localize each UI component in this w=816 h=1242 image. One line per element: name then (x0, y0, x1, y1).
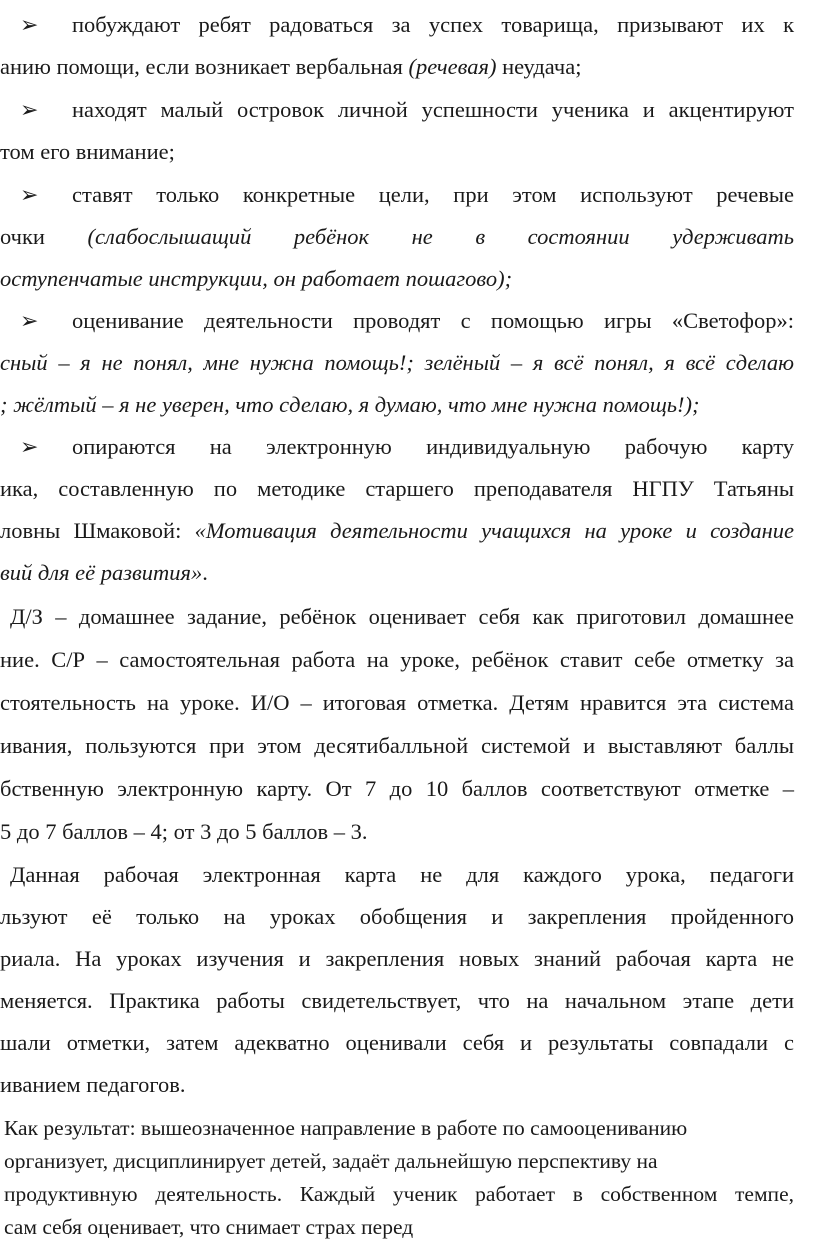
text: анию помощи, если возникает вербальная (0, 54, 409, 79)
text: побуждают ребят радоваться за успех товарища, призывают их к (72, 12, 794, 37)
text-line: ние. С/Р – самостоятельная работа на уроке, ребёнок ставит себе отметку за (0, 647, 794, 672)
text-line (72, 180, 794, 210)
arrowhead-bullet-icon: ➢ (20, 308, 39, 333)
text-line: Как результат: вышеозначенное направление в работе по самооцениванию (4, 1116, 688, 1140)
text-line (0, 390, 700, 420)
text-line (0, 264, 512, 294)
text-line: льзуют её только на уроках обобщения и закрепления пройденного (0, 904, 794, 929)
italic-text: «Мотивация деятельности учащихся на уроке и создание (194, 518, 794, 543)
italic-text: (слабослышащий ребёнок не в состоянии удерживать (87, 224, 794, 249)
text-line: иванием педагогов. (0, 1072, 186, 1097)
text-line (0, 516, 794, 546)
text-line (0, 558, 208, 588)
text-line: продуктивную деятельность. Каждый ученик работает в собственном темпе, (4, 1182, 794, 1206)
italic-text: (речевая) (408, 54, 497, 79)
text: оценивание деятельности проводят с помощью игры «Светофор»: (72, 308, 794, 333)
text-line: 5 до 7 баллов – 4; от 3 до 5 баллов – 3. (0, 819, 368, 844)
text: неудача; (496, 54, 582, 79)
text: ика, составленную по методике старшего преподавателя НГПУ Татьяны (0, 476, 794, 501)
text-line: сам себя оценивает, что снимает страх перед (4, 1215, 414, 1239)
italic-text: оступенчатые инструкции, он работает пошагово); (0, 266, 513, 291)
text-line (0, 474, 794, 504)
text-line (0, 52, 581, 82)
text-line (72, 306, 794, 336)
text-line: Д/З – домашнее задание, ребёнок оценивает себя как приготовил домашнее (10, 604, 794, 629)
text-line (72, 432, 794, 462)
text: находят малый островок личной успешности ученика и акцентируют (72, 97, 794, 122)
text: очки (0, 224, 88, 249)
text: опираются на электронную индивидуальную рабочую карту (72, 434, 794, 459)
text-line (0, 137, 175, 167)
italic-text: ; жёлтый – я не уверен, что сделаю, я думаю, что мне нужна помощь!); (0, 392, 700, 417)
italic-text: вий для её развития» (0, 560, 203, 585)
italic-text: сный – я не понял, мне нужна помощь!; зелёный – я всё понял, я всё сделаю (0, 350, 794, 375)
text-line: шали отметки, затем адекватно оценивали себя и результаты совпадали с (0, 1030, 794, 1055)
arrowhead-bullet-icon: ➢ (20, 182, 39, 207)
text-line (0, 348, 794, 378)
arrowhead-bullet-icon: ➢ (20, 434, 39, 459)
text-line: меняется. Практика работы свидетельствует, что на начальном этапе дети (0, 988, 794, 1013)
text-line: организует, дисциплинирует детей, задаёт дальнейшую перспективу на (4, 1149, 658, 1173)
arrowhead-bullet-icon: ➢ (20, 12, 39, 37)
text-line: Данная рабочая электронная карта не для каждого урока, педагоги (10, 862, 794, 887)
text-line: стоятельность на уроке. И/О – итоговая отметка. Детям нравится эта система (0, 690, 794, 715)
text-line (0, 222, 794, 252)
arrowhead-bullet-icon: ➢ (20, 97, 39, 122)
text: том его внимание; (0, 139, 175, 164)
text: ставят только конкретные цели, при этом используют речевые (72, 182, 794, 207)
text: . (202, 560, 208, 585)
text-line: риала. На уроках изучения и закрепления новых знаний рабочая карта не (0, 946, 794, 971)
text-line (72, 95, 794, 125)
text-line: ивания, пользуются при этом десятибалльной системой и выставляют баллы (0, 733, 794, 758)
text: ловны Шмаковой: (0, 518, 195, 543)
text-line (72, 10, 794, 40)
text-line: бственную электронную карту. От 7 до 10 баллов соответствуют отметке – (0, 776, 794, 801)
